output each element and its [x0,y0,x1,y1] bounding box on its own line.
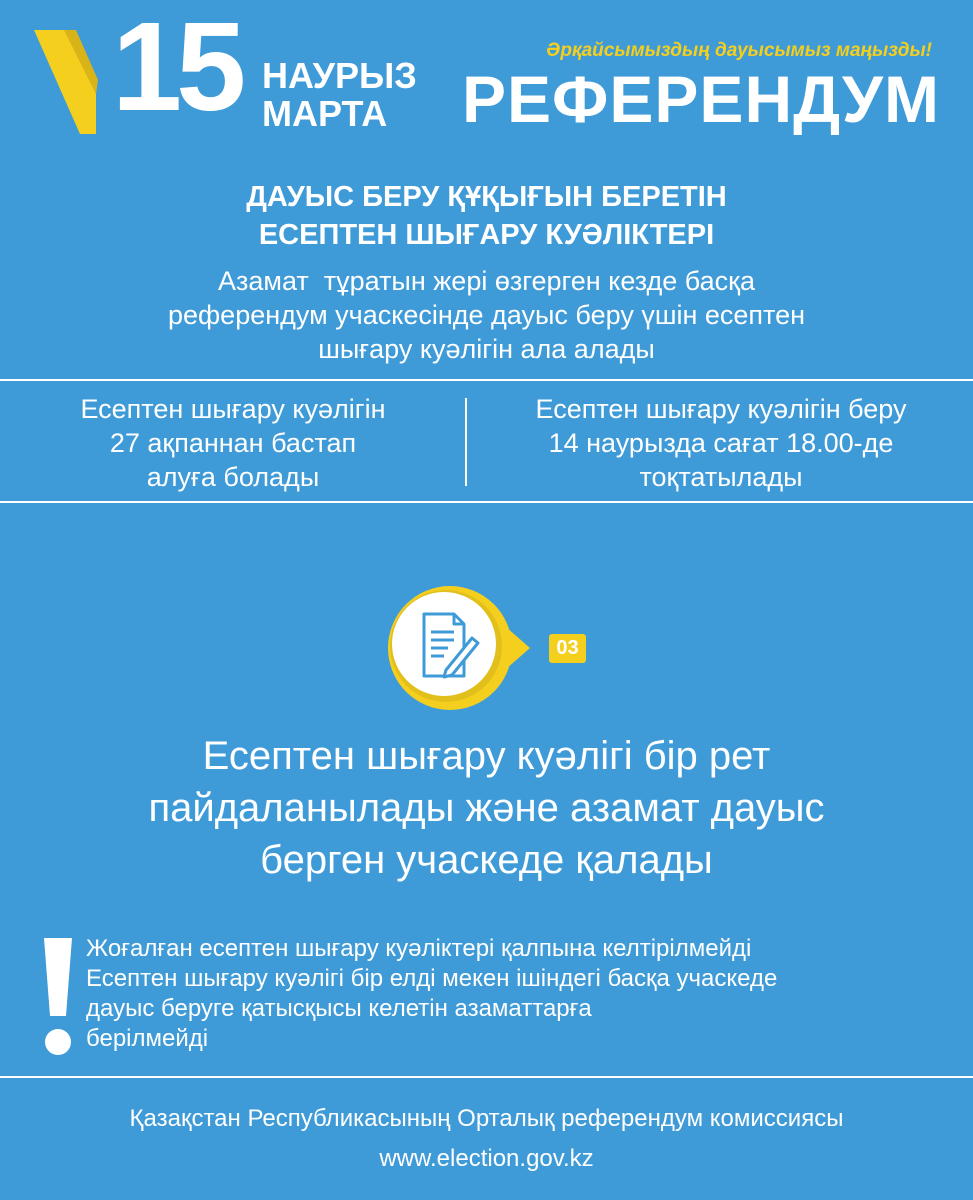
intro-line: Азамат тұратын жері өзгерген кезде басқа [218,266,755,296]
issue-start-info [8,392,458,494]
info-line: алуға болады [146,462,320,492]
info-line: 14 наурызда сағат 18.00-де [548,428,894,458]
divider [0,1076,973,1078]
divider [0,379,973,381]
step-number-badge: 03 [549,634,586,663]
info-line: 27 ақпаннан бастап [109,428,357,458]
info-line: Есептен шығару куәлігін [80,394,386,424]
slogan: Әрқайсымыздың дауысымыз маңызды! [546,40,932,61]
main-statement [40,730,933,886]
document-pen-icon [380,580,530,720]
referendum-date-number: 15 [112,0,241,137]
warning-line: Жоғалған есептен шығару куәліктері қалпына келтірілмейді [86,935,752,962]
footer-url: www.election.gov.kz [379,1145,594,1172]
divider [0,501,973,503]
statement-line: Есептен шығару куәлігі бір рет [202,734,771,778]
page-title: РЕФЕРЕНДУМ [462,62,940,136]
footer-organization: Қазақстан Республикасының Орталық референдум комиссиясы [129,1105,844,1132]
exclamation-icon [40,938,76,1058]
warning-line: Есептен шығару куәлігі бір елді мекен ішіндегі басқа учаскеде [86,965,778,992]
warning-text [86,934,946,1054]
statement-line: пайдаланылады және азамат дауыс [148,786,825,830]
intro-line: шығару куәлігін ала алады [318,334,655,364]
intro-line: референдум учаскесінде дауыс беру үшін есептен [167,300,806,330]
month-kazakh: НАУРЫЗ [262,55,417,96]
intro-text [80,264,893,366]
info-line: тоқтатылады [639,462,803,492]
checkmark-logo-icon [34,22,114,134]
warning-line: берілмейді [86,1025,209,1052]
section-title [0,178,973,254]
month-russian: МАРТА [262,93,388,134]
statement-line: берген учаскеде қалады [260,838,713,882]
issue-end-info [496,392,946,494]
column-divider [465,398,467,486]
warning-line: дауыс беруге қатысқысы келетін азаматтарға [86,995,592,1022]
section-title-line: ДАУЫС БЕРУ ҚҰҚЫҒЫН БЕРЕТІН [246,181,727,213]
section-title-line: ЕСЕПТЕН ШЫҒАРУ КУӘЛІКТЕРІ [258,219,715,251]
info-line: Есептен шығару куәлігін беру [535,394,907,424]
